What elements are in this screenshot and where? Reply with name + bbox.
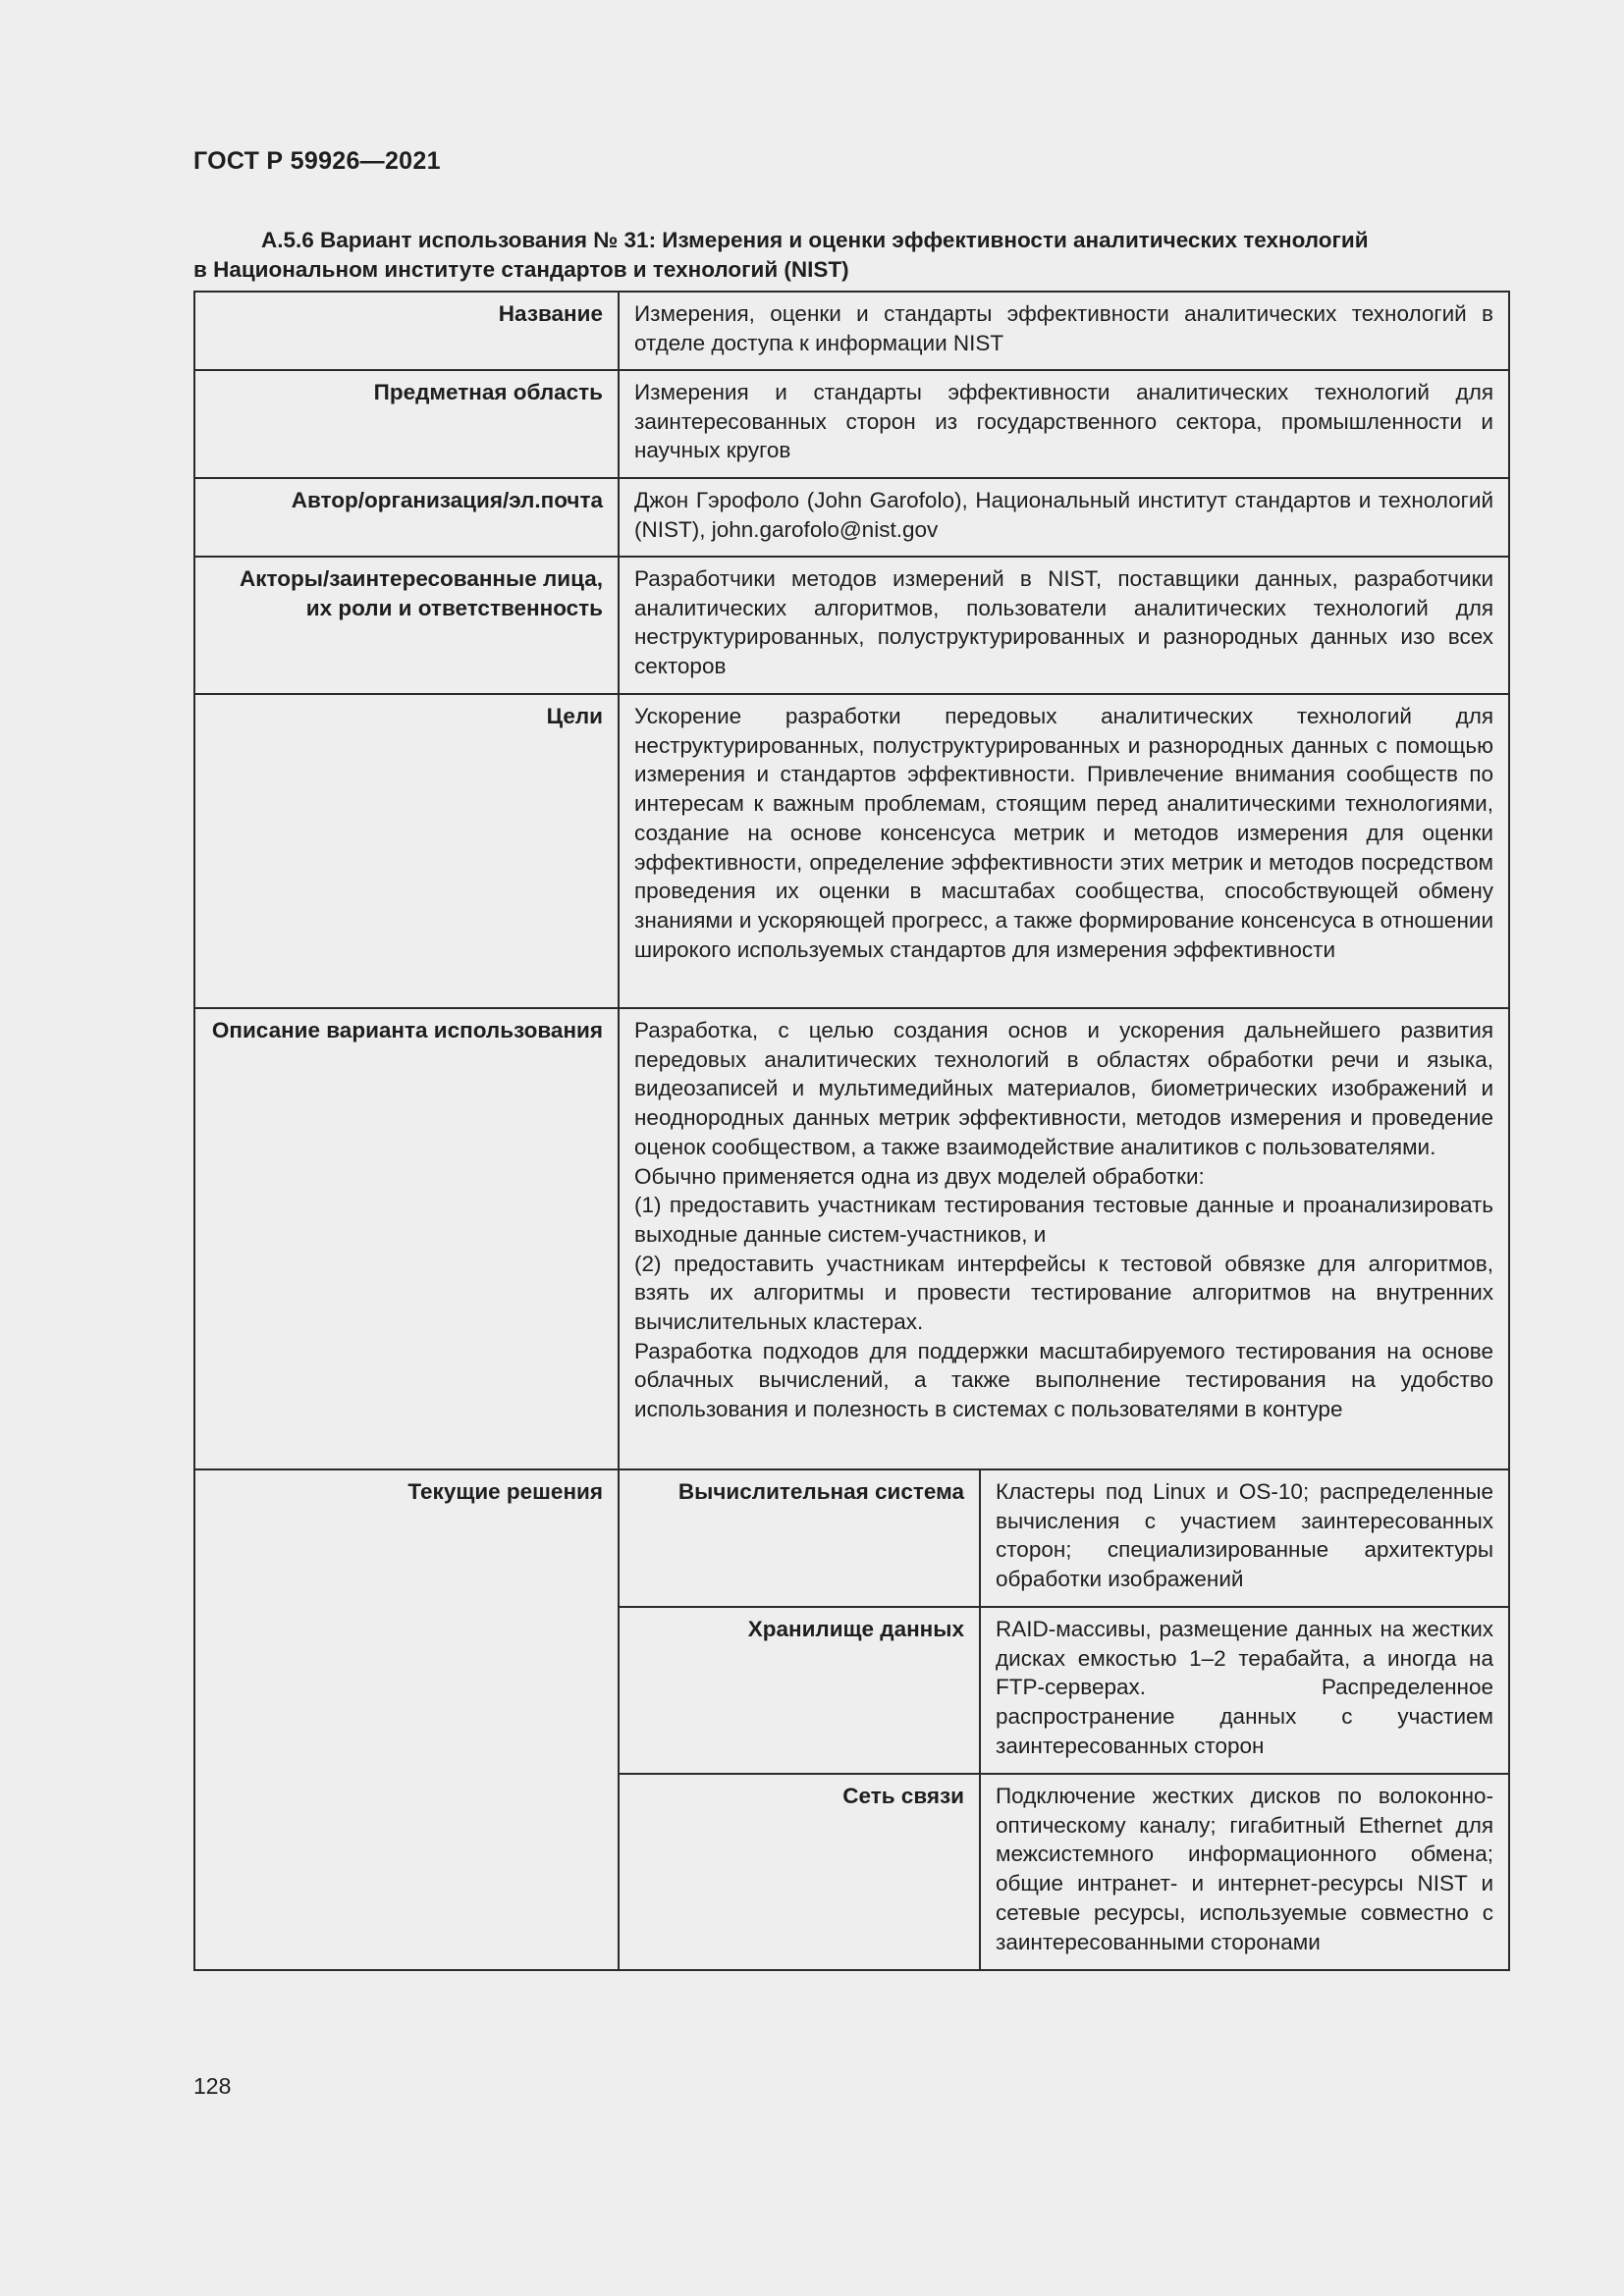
table-row bbox=[194, 1469, 1509, 1607]
row-label-description: Описание варианта использования bbox=[194, 1008, 619, 1469]
row-value-actors: Разработчики методов измерений в NIST, поставщики данных, разработчики аналитических алгоритмов, пользователи аналитических технологий для неструктурированных, полуструктурированных и разнородных данных изо всех секторов bbox=[619, 557, 1509, 694]
subrow-value-network: Подключение жестких дисков по волоконно-оптическому каналу; гигабитный Ethernet для межсистемного информационного обмена; общие интранет- и интернет-ресурсы NIST и сетевые ресурсы, используемые совместно с заинтересованными сторонами bbox=[980, 1774, 1509, 1970]
row-value-title: Измерения, оценки и стандарты эффективности аналитических технологий в отделе доступа к информации NIST bbox=[619, 292, 1509, 370]
description-paragraph: Обычно применяется одна из двух моделей обработки: bbox=[634, 1163, 1205, 1189]
page-number: 128 bbox=[193, 2073, 232, 2099]
use-case-table bbox=[193, 291, 1510, 1971]
row-label-current-solutions: Текущие решения bbox=[194, 1469, 619, 1970]
table-row bbox=[194, 292, 1509, 370]
subrow-label-compute: Вычислительная система bbox=[619, 1469, 980, 1607]
row-label-author: Автор/организация/эл.почта bbox=[194, 478, 619, 557]
row-value-goals: Ускорение разработки передовых аналитических технологий для неструктурированных, полуструктурированных и разнородных данных с помощью измерения и стандартов эффективности. Привлечение внимания сообществ по интересам к важным проблемам, стоящим перед аналитическими технологиями, создание на основе консенсуса метрик и методов измерения для оценки эффективности, определение эффективности этих метрик и методов посредством проведения их оценки в масштабах сообщества, способствующей обмену знаниями и ускоряющей прогресс, а также формирование консенсуса в отношении широкого используемых стандартов для измерения эффективности bbox=[619, 694, 1509, 1008]
row-label-goals: Цели bbox=[194, 694, 619, 1008]
row-value-author: Джон Гэрофоло (John Garofolo), Национальный институт стандартов и технологий (NIST), john.garofolo@nist.gov bbox=[619, 478, 1509, 557]
row-value-description bbox=[619, 1008, 1509, 1469]
subrow-label-network: Сеть связи bbox=[619, 1774, 980, 1970]
table-row bbox=[194, 370, 1509, 478]
subrow-value-storage: RAID-массивы, размещение данных на жестких дисках емкостью 1–2 терабайта, а иногда на FTP-серверах. Распределенное распространение данных с участием заинтересованных сторон bbox=[980, 1607, 1509, 1774]
table-row bbox=[194, 694, 1509, 1008]
description-paragraph: Разработка, с целью создания основ и ускорения дальнейшего развития передовых аналитических технологий в областях обработки речи и языка, видеозаписей и мультимедийных материалов, биометрических изображений и неоднородных данных метрик эффективности, методов измерения и проведение оценок сообществом, а также взаимодействие аналитиков с пользователями. bbox=[634, 1018, 1494, 1159]
row-label-actors: Акторы/заинтересованные лица, их роли и ответственность bbox=[194, 557, 619, 694]
row-label-domain: Предметная область bbox=[194, 370, 619, 478]
subrow-label-storage: Хранилище данных bbox=[619, 1607, 980, 1774]
section-heading-line2: в Национальном институте стандартов и технологий (NIST) bbox=[193, 257, 849, 282]
description-paragraph: (1) предоставить участникам тестирования тестовые данные и проанализировать выходные данные систем-участников, и bbox=[634, 1193, 1494, 1247]
subrow-value-compute: Кластеры под Linux и OS-10; распределенные вычисления с участием заинтересованных сторон; специализированные архитектуры обработки изображений bbox=[980, 1469, 1509, 1607]
table-row bbox=[194, 1008, 1509, 1469]
table-row bbox=[194, 478, 1509, 557]
row-value-domain: Измерения и стандарты эффективности аналитических технологий для заинтересованных сторон из государственного сектора, промышленности и научных кругов bbox=[619, 370, 1509, 478]
description-paragraph: (2) предоставить участникам интерфейсы к тестовой обвязке для алгоритмов, взять их алгоритмы и провести тестирование алгоритмов на внутренних вычислительных кластерах. bbox=[634, 1251, 1494, 1335]
row-label-title: Название bbox=[194, 292, 619, 370]
document-standard-id: ГОСТ Р 59926—2021 bbox=[193, 147, 441, 175]
section-heading bbox=[193, 226, 1507, 285]
table-row bbox=[194, 557, 1509, 694]
description-paragraph: Разработка подходов для поддержки масштабируемого тестирования на основе облачных вычислений, а также выполнение тестирования на удобство использования и полезность в системах с пользователями в контуре bbox=[634, 1338, 1494, 1422]
section-heading-line1: А.5.6 Вариант использования № 31: Измерения и оценки эффективности аналитических технологий bbox=[261, 228, 1369, 252]
